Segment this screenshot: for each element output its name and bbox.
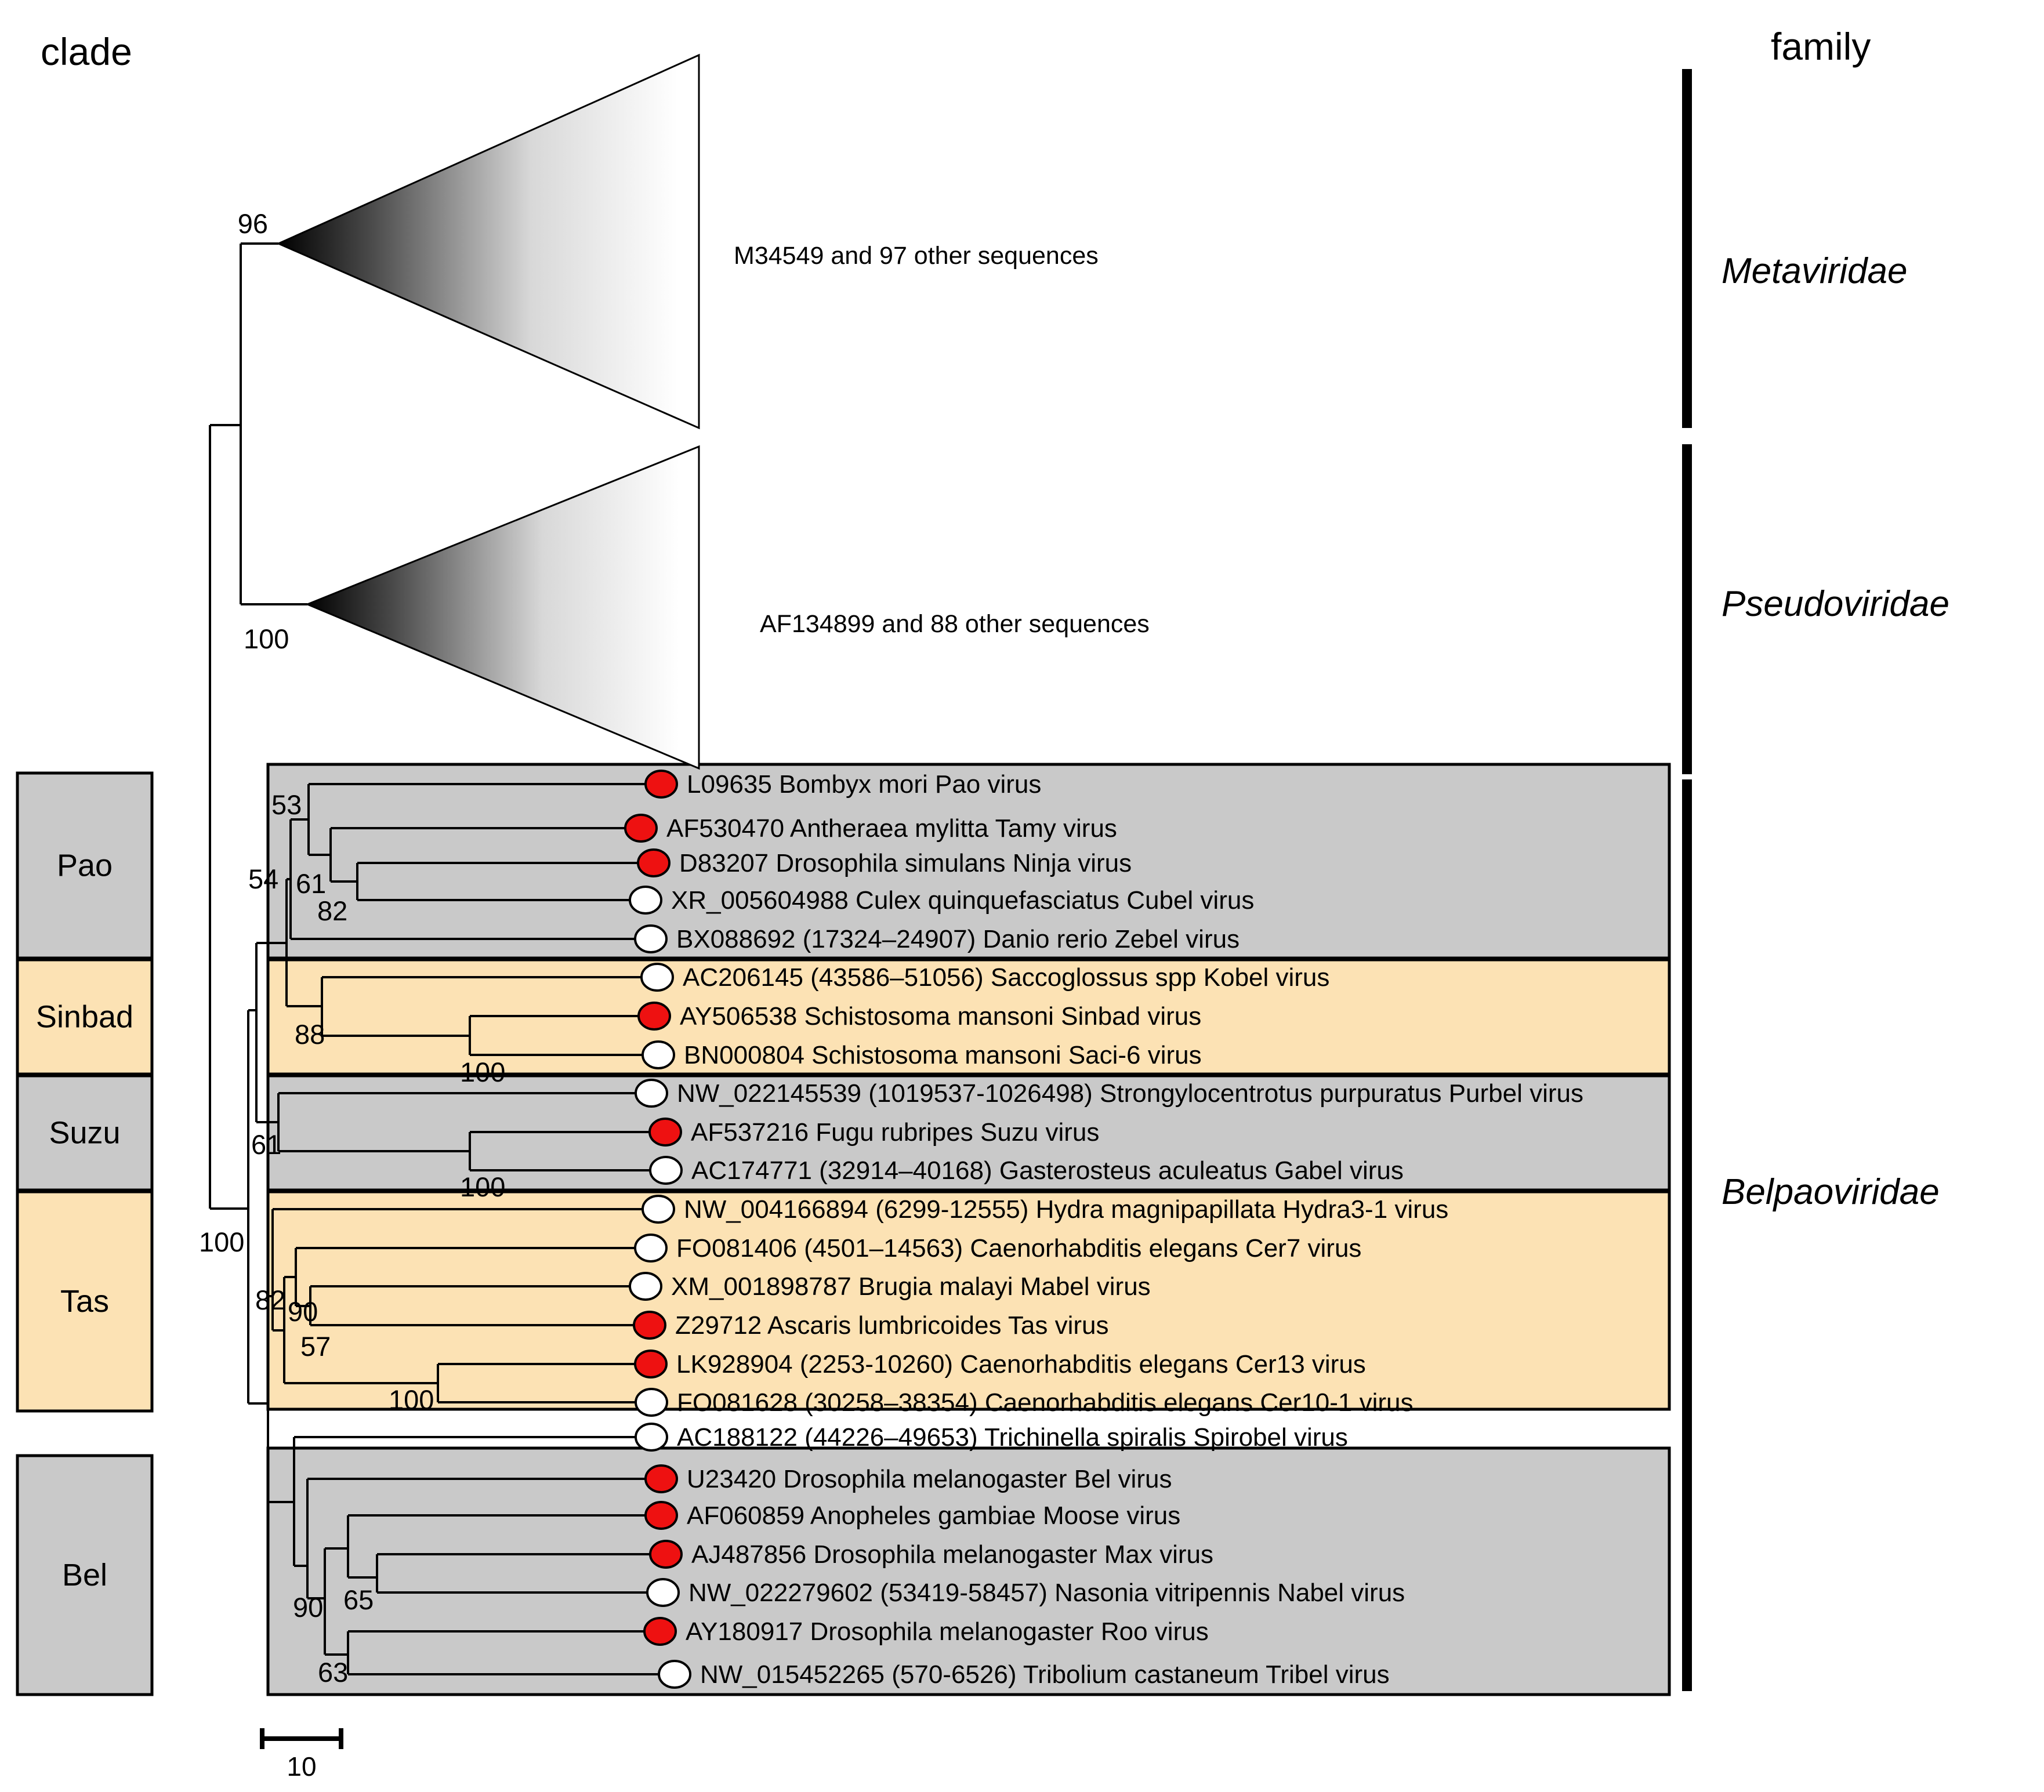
bootstrap-value: 90 [293, 1592, 324, 1623]
bootstrap-value: 82 [255, 1285, 286, 1315]
taxon-label: BN000804 Schistosoma mansoni Saci-6 virus [684, 1041, 1202, 1069]
family-name-label: Belpaoviridae [1722, 1172, 1940, 1212]
clade-name-label: Bel [61, 1558, 108, 1593]
taxon-label: Z29712 Ascaris lumbricoides Tas virus [675, 1311, 1109, 1340]
taxon-dot-white [630, 887, 661, 913]
taxon-dot-white [635, 926, 666, 952]
taxon-dot-white [659, 1661, 690, 1688]
clade-name-label: Suzu [49, 1115, 121, 1151]
taxon-label: AC174771 (32914–40168) Gasterosteus aculeatus Gabel virus [691, 1156, 1404, 1185]
taxon-label: AF537216 Fugu rubripes Suzu virus [691, 1118, 1100, 1147]
taxon-label: AF060859 Anopheles gambiae Moose virus [687, 1501, 1181, 1530]
taxon-dot-red [634, 1312, 665, 1338]
bootstrap-value: 90 [288, 1296, 318, 1327]
bootstrap-value: 61 [296, 868, 327, 899]
taxon-dot-white [636, 1424, 667, 1450]
taxon-label: NW_022145539 (1019537-1026498) Strongylocentrotus purpuratus Purbel virus [677, 1079, 1583, 1108]
taxon-label: XR_005604988 Culex quinquefasciatus Cubel virus [671, 886, 1255, 915]
taxon-dot-red [644, 1618, 676, 1645]
clade-name-label: Sinbad [35, 999, 134, 1035]
taxon-label: XM_001898787 Brugia malayi Mabel virus [671, 1272, 1151, 1301]
taxon-label: LK928904 (2253-10260) Caenorhabditis elegans Cer13 virus [676, 1350, 1366, 1379]
taxon-dot-white [636, 1080, 667, 1107]
taxon-label: D83207 Drosophila simulans Ninja virus [679, 849, 1132, 877]
taxon-label: NW_015452265 (570-6526) Tribolium castaneum Tribel virus [700, 1660, 1390, 1689]
taxon-label: AC188122 (44226–49653) Trichinella spiralis Spirobel virus [677, 1423, 1348, 1452]
bootstrap-value: 82 [317, 895, 348, 926]
taxon-label: L09635 Bombyx mori Pao virus [687, 770, 1042, 799]
bootstrap-value: 100 [389, 1384, 434, 1415]
taxon-label: NW_022279602 (53419-58457) Nasonia vitripennis Nabel virus [688, 1579, 1405, 1607]
taxon-dot-white [647, 1579, 679, 1606]
collapsed-clade-triangle-metaviridae [278, 55, 699, 428]
taxon-label: NW_004166894 (6299-12555) Hydra magnipapillata Hydra3-1 virus [684, 1195, 1449, 1224]
family-name-label: Pseudoviridae [1722, 584, 1949, 624]
clade-name-label: Tas [60, 1284, 110, 1319]
taxon-label: AY506538 Schistosoma mansoni Sinbad virus [680, 1002, 1202, 1031]
bootstrap-value: 100 [460, 1171, 506, 1202]
bootstrap-value: 100 [460, 1057, 506, 1087]
taxon-dot-red [650, 1541, 682, 1568]
family-column-header: family [1771, 25, 1871, 68]
taxon-dot-red [646, 1502, 677, 1529]
taxon-label: U23420 Drosophila melanogaster Bel virus [687, 1465, 1172, 1493]
bootstrap-value: 54 [248, 864, 279, 894]
taxon-dot-red [639, 1003, 670, 1029]
taxon-dot-red [625, 815, 657, 841]
scale-bar [262, 1728, 341, 1782]
taxon-dot-red [638, 850, 669, 876]
taxon-label: AF530470 Antheraea mylitta Tamy virus [666, 814, 1117, 843]
collapsed-clade-label: AF134899 and 88 other sequences [760, 610, 1150, 638]
bootstrap-value: 96 [237, 208, 268, 239]
clade-name-label: Pao [56, 848, 113, 883]
taxon-dot-red [635, 1351, 666, 1377]
bootstrap-value: 57 [300, 1331, 331, 1362]
taxon-label: AC206145 (43586–51056) Saccoglossus spp Kobel virus [683, 963, 1330, 992]
bootstrap-value: 100 [244, 623, 289, 654]
collapsed-clade-label: M34549 and 97 other sequences [734, 242, 1099, 270]
collapsed-clade-triangle-pseudoviridae [307, 447, 699, 768]
bootstrap-value: 61 [251, 1129, 282, 1160]
taxon-label: AJ487856 Drosophila melanogaster Max virus [691, 1540, 1214, 1569]
bootstrap-value: 63 [318, 1657, 349, 1688]
taxon-dot-white [643, 1196, 674, 1223]
bootstrap-value: 53 [271, 789, 302, 820]
taxon-dot-white [635, 1235, 666, 1261]
family-bar-metaviridae [1682, 69, 1692, 428]
bootstrap-value: 100 [199, 1227, 245, 1257]
bootstrap-value: 65 [343, 1584, 374, 1615]
taxon-dot-white [650, 1157, 682, 1184]
taxon-dot-white [636, 1389, 667, 1416]
taxon-label: FO081406 (4501–14563) Caenorhabditis elegans Cer7 virus [676, 1234, 1362, 1263]
taxon-dot-red [646, 1465, 677, 1492]
taxon-label: AY180917 Drosophila melanogaster Roo virus [686, 1617, 1209, 1646]
taxon-dot-white [630, 1273, 661, 1300]
scale-bar-label: 10 [287, 1751, 317, 1782]
family-name-label: Metaviridae [1722, 251, 1908, 291]
bootstrap-value: 88 [295, 1019, 325, 1050]
taxon-label: BX088692 (17324–24907) Danio rerio Zebel virus [676, 925, 1240, 953]
taxon-dot-white [642, 964, 673, 991]
taxon-label: FO081628 (30258–38354) Caenorhabditis elegans Cer10-1 virus [677, 1388, 1414, 1417]
family-bar-pseudoviridae [1682, 444, 1692, 774]
clade-column-header: clade [41, 30, 132, 73]
taxon-dot-white [643, 1042, 674, 1068]
taxon-dot-red [646, 771, 677, 797]
taxon-dot-red [650, 1119, 681, 1145]
family-bar-belpaoviridae [1682, 779, 1692, 1691]
